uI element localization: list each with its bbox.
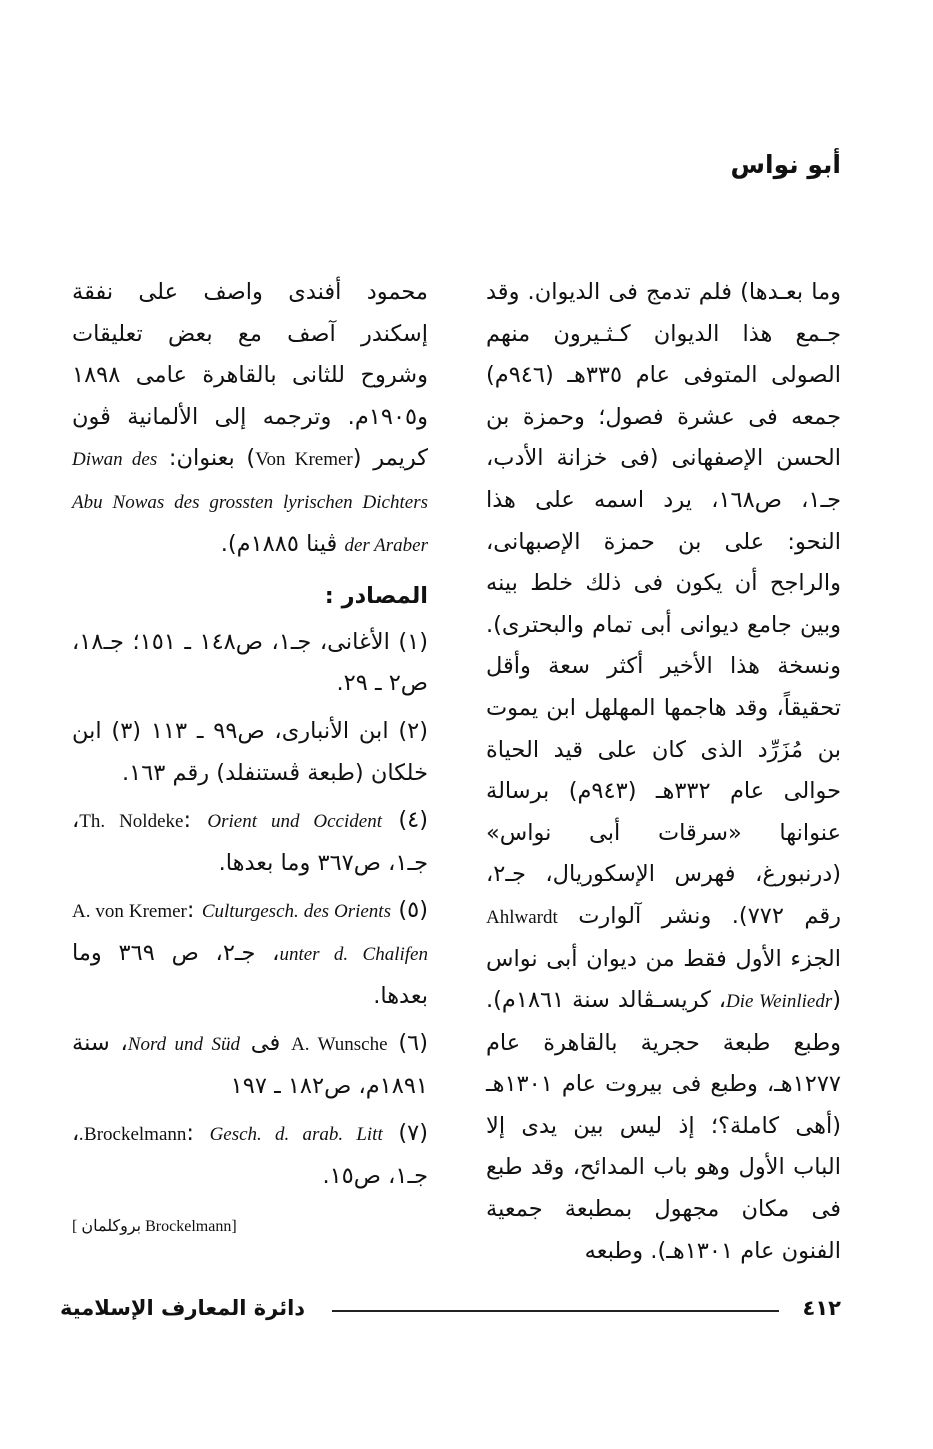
reference-author: Th. Noldeke (79, 811, 184, 833)
body-text: كريسـڤالد سنة ١٨٦١م). وطبع طبعة حجرية بالقاهرة عام ١٢٧٧هـ، وطبع فى بيروت عام ١٣٠١هـ (أهى كاملة؟؛ إذ ليس بين يدى إلا الباب الأول وهو باب المدائح، وقد طبع فى مكان مجهول بمطبعة جمعية الفنون عام ١٣٠١هـ). وطبعه (486, 987, 841, 1264)
reference-title: Culturgesch. des Orients unter d. Chalifen (201, 901, 428, 965)
latin-name: Ahlwardt (486, 906, 558, 928)
reference-tail: ، جـ١، ص١٥. (72, 1120, 428, 1189)
reference-item: (٢) ابن الأنبارى، ص٩٩ ـ ١١٣ (٣) ابن خلكان (طبعة ڤستنفلد) رقم ١٦٣. (72, 717, 429, 786)
latin-title: Die Weinliedr (726, 991, 833, 1013)
reference-pre: فى (239, 1030, 292, 1057)
latin-title: Diwan des Abu Nowas des grossten lyrischen Dichters der Araber (72, 449, 428, 556)
reference-item: (٧) Brockelmann: Gesch. d. arab. Litt.، جـ١، ص١٥. (72, 1120, 429, 1189)
encyclopedia-title: دائرة المعارف الإسلامية (60, 1296, 306, 1320)
page-footer (60, 1296, 841, 1336)
author-signature: [ بروكلمان Brockelmann] (72, 1218, 237, 1236)
left-column (72, 272, 428, 1239)
reference-tail: ، جـ١، ص٣٦٧ وما بعدها. (72, 807, 428, 876)
body-paragraph (72, 272, 428, 566)
reference-author: Brockelmann (84, 1124, 187, 1146)
sources-heading: المصادر : (324, 583, 428, 610)
reference-number: (٤) (398, 807, 428, 834)
reference-author: A. Wunsche (291, 1034, 388, 1056)
reference-title: Nord und Süd (127, 1034, 240, 1056)
body-text: محمود أفندى واصف على نفقة إسكندر آصف مع بعض تعليقات وشروح للثانى بالقاهرة عامى ١٨٩٨ و١٩٠٥م. وترجمه إلى الألمانية ڤون كريمر ( (72, 279, 429, 472)
page-number: ٤١٢ (802, 1296, 841, 1320)
reference-item: (٤) Th. Noldeke: Orient und Occident، جـ١، ص٣٦٧ وما بعدها. (72, 807, 428, 876)
reference-tail: ، سنة ١٨٩١م، ص١٨٢ ـ ١٩٧ (72, 1030, 428, 1099)
reference-number: (٦) (398, 1030, 429, 1057)
reference-item: (٥) A. von Kremer: Culturgesch. des Orients unter d. Chalifen، جـ٢، ص ٣٦٩ وما بعدها. (72, 897, 428, 1009)
footer-rule (332, 1310, 779, 1312)
reference-number: (٥) (398, 897, 428, 924)
body-text: الجزء الأول فقط من ديوان أبى نواس (486, 945, 841, 972)
body-text: ) بعنوان: (157, 445, 256, 472)
body-text: ڤينا ١٨٨٥م). (220, 530, 345, 557)
reference-author: A. von Kremer (72, 901, 187, 923)
running-head: أبو نواس (730, 150, 841, 179)
reference-item: (١) الأغانى، جـ١، ص١٤٨ ـ ١٥١؛ جـ١٨، ص٢ ـ ٢٩. (72, 628, 428, 697)
reference-title: Gesch. d. arab. Litt. (79, 1124, 383, 1146)
latin-name: Von Kremer (255, 449, 353, 471)
body-paragraph: وما بعـدها) فلم تدمج فى الديوان. وقد جـمع هذا الديوان كـثـيرون منهم الصولى المتوفى عام ٣٣٥هـ (٩٤٦م) جمعه فى عشرة فصول؛ وحمزة بن الحسن الإصفهانى (فى خزانة الأدب، جـ١، ص١٦٨، يرد اسمه على هذا النحو: على بن حمزة الإصبهانى، والراجح أن يكون فى ذلك خلط بينه وبين جامع ديوانى أبى تمام والبحترى). ونسخة هذا الأخير أكثر سعة وأقل تحقيقاً، وقد هاجمها المهلهل ابن يموت بن مُزَرِّد الذى كان على قيد الحياة حوالى عام ٣٣٢هـ (٩٤٣م) برسالة عنوانها «سرقات أبى نواس» (درنبورغ، فهرس الإسكوريال، جـ٢، رقم ٧٧٢). ونشر آلوارت Ahlwardt الجزء الأول فقط من ديوان أبى نواس (Die Weinliedr، كريسـڤالد سنة ١٨٦١م). وطبع طبعة حجرية بالقاهرة عام ١٢٧٧هـ، وطبع فى بيروت عام ١٣٠١هـ (أهى كاملة؟؛ إذ ليس بين يدى إلا الباب الأول وهو باب المدائح، وقد طبع فى مكان مجهول بمطبعة جمعية الفنون عام ١٣٠١هـ). وطبعه (486, 279, 842, 1264)
right-column (486, 272, 841, 1272)
body-text: وما بعـدها) فلم تدمج فى الديوان. وقد جـمع هذا الديوان كـثـيرون منهم الصولى المتوفى عام ٣٣٥هـ (٩٤٦م) جمعه فى عشرة فصول؛ وحمزة بن الحسن الإصفهانى (فى خزانة الأدب، جـ١، ص١٦٨، يرد اسمه على هذا النحو: على بن حمزة الإصبهانى، والراجح أن يكون فى ذلك خلط بينه وبين جامع ديوانى أبى تمام والبحترى). ونسخة هذا الأخير أكثر سعة وأقل تحقيقاً، وقد هاجمها المهلهل ابن يموت بن مُزَرِّد الذى كان على قيد الحياة حوالى عام ٣٣٢هـ (٩٤٣م) برسالة عنوانها «سرقات أبى نواس» (درنبورغ، فهرس الإسكوريال، جـ٢، رقم ٧٧٢). ونشر آلوارت (486, 279, 842, 929)
reference-item (72, 1023, 428, 1107)
reference-tail: ، جـ٢، ص ٣٦٩ وما بعدها. (72, 939, 428, 1009)
reference-title: Orient und Occident (207, 811, 382, 833)
reference-number: (٧) (398, 1120, 429, 1147)
